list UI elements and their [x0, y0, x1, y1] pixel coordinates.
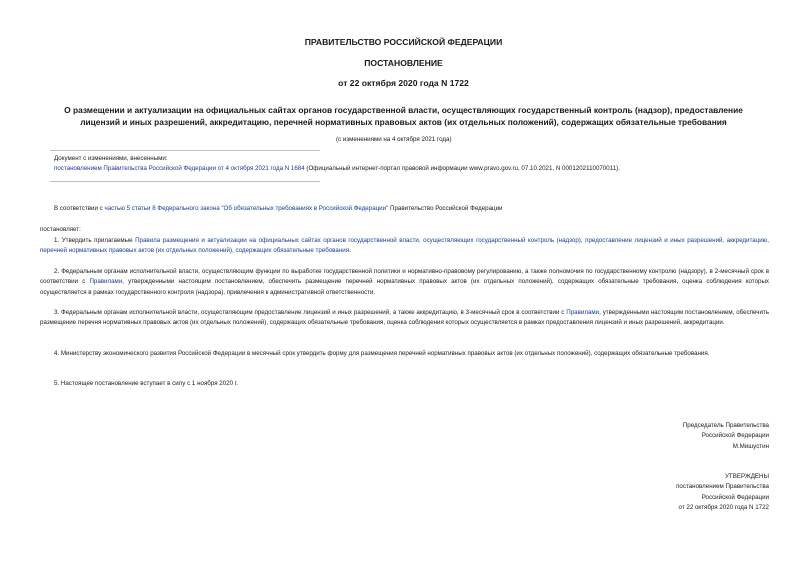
rules-link-2[interactable]: Правилами: [89, 278, 123, 286]
doc-date-number: от 22 октября 2020 года N 1722: [338, 78, 469, 88]
signature-name: М.Мишустин: [732, 442, 769, 450]
changes-link[interactable]: постановлением Правительства Российской Федерации от 4 октября 2021 года N 1684: [54, 165, 305, 172]
top-divider: [50, 150, 320, 151]
rules-link-3[interactable]: Правилами: [566, 309, 600, 316]
bottom-divider: [50, 181, 320, 182]
org-name: ПРАВИТЕЛЬСТВО РОССИЙСКОЙ ФЕДЕРАЦИИ: [304, 37, 503, 47]
edition-note: (с изменениями на 4 октября 2021 года): [336, 136, 452, 143]
approved-by: постановлением Правительства: [676, 483, 769, 491]
changes-source: (Официальный интернет-портал правовой информации www.pravo.gov.ru, 07.10.2021, N 0001202110070011).: [304, 165, 620, 172]
doc-title-line-2: лицензий и иных разрешений, аккредитацию, перечней нормативных правовых актов (их отдельных положений), содержащих обязательные требования: [80, 117, 727, 127]
item-4: 4. Министерству экономического развития Российской Федерации в месячный срок утвердить форму для размещения перечней нормативных правовых актов (их отдельных положений), содержащих обязательные требования.: [54, 350, 710, 357]
item-1: 1. Утвердить прилагаемые Правила размещения и актуализации на официальных сайтах органов государственной власти, осуществляющих государственный контроль (надзор), предоставление лицензий и иных разрешений, аккредитацию, перечней нормативных правовых актов (их отдельных положений), содержащих обязательные требования.: [40, 237, 770, 255]
doc-title-line-1: О размещении и актуализации на официальных сайтах органов государственной власти, осуществляющих государственный контроль (надзор), предоставление: [64, 105, 743, 115]
changes-line: [54, 164, 620, 174]
rules-link-1[interactable]: Правила размещения и актуализации на официальных сайтах органов государственной власти, осуществляющих государственный контроль (надзор), предоставление лицензий и иных разрешений, аккредитацию, перечней нормативных правовых актов (их отдельных положений), содержащих обязательные требования: [40, 237, 770, 255]
approved-country: Российской Федерации: [701, 493, 769, 501]
item-5: 5. Настоящее постановление вступает в силу с 1 ноября 2020 г.: [54, 380, 238, 387]
signature-position: Председатель Правительства: [682, 422, 769, 429]
changes-label: Документ с изменениями, внесенными:: [54, 155, 168, 162]
approved-block: [676, 472, 769, 514]
doc-title: [40, 104, 767, 128]
doc-type: ПОСТАНОВЛЕНИЕ: [364, 58, 443, 68]
signature-country: Российской Федерации: [701, 432, 769, 440]
approved-date: от 22 октября 2020 года N 1722: [678, 504, 769, 512]
item-2: 2. Федеральным органам исполнительной власти, осуществляющим функции по выработке государственной политики и нормативно-правовому регулированию, а также полномочия по государственному контролю (надзору), в 2-месячный срок в соответствии с Правилами, утвержденными настоящим постановлением, обеспечить размещение перечней нормативных правовых актов (их отдельных положений), содержащих обязательные требования, оценка соблюдения которых осуществляется в рамках государственного контроля (надзора), привлечения к административной ответственности.: [40, 268, 769, 296]
federal-law-link[interactable]: частью 5 статьи 8 Федерального закона "Об обязательных требованиях в Российской Федерации": [104, 205, 389, 212]
approved-heading: УТВЕРЖДЕНЫ: [725, 473, 769, 480]
preamble: В соответствии с частью 5 статьи 8 Федерального закона "Об обязательных требованиях в Российской Федерации" Правительство Российской Федерации: [54, 205, 503, 212]
signature-block: [683, 421, 769, 452]
postanovlyaet: постановляет:: [40, 226, 81, 233]
item-3: 3. Федеральным органам исполнительной власти, осуществляющим предоставление лицензий и иных разрешений, а также аккредитацию, в 3-месячный срок в соответствии с Правилами, утвержденными настоящим постановлением, обеспечить размещение перечня нормативных правовых актов (их отдельных положений), содержащих обязательные требования, оценка соблюдения которых осуществляется в рамках предоставления лицензий и иных разрешений, аккредитации.: [40, 309, 769, 327]
